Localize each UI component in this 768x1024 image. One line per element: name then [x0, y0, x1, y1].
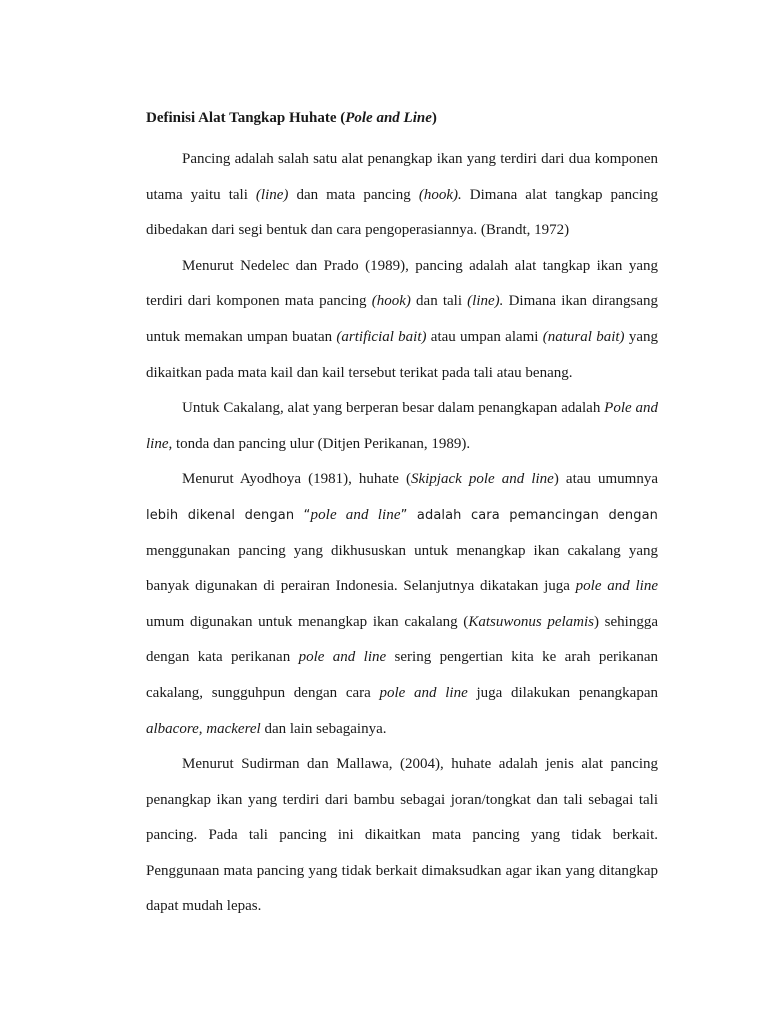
italic-text: (hook). [418, 186, 462, 203]
paragraph [146, 462, 658, 747]
text-run: Dimana ikan dirangsang untuk memakan umpan buatan [146, 293, 658, 345]
italic-text: (line). [467, 293, 504, 310]
title-main: Definisi Alat Tangkap Huhate ( [146, 110, 346, 126]
italic-text: (hook) [371, 293, 411, 310]
italic-text: Skipjack pole and line [410, 471, 554, 488]
text-run: dan mata pancing [288, 186, 419, 203]
text-run: umum digunakan untuk menangkap ikan cakalang ( [146, 613, 469, 630]
text-run: Dimana alat tangkap pancing dibedakan dari segi bentuk dan cara pengoperasiannya. (Brandt, 1972) [146, 186, 658, 239]
text-run: Pancing adalah salah satu alat penangkap ikan yang terdiri dari dua komponen utama yaitu tali [146, 151, 658, 203]
italic-text: albacore, mackerel [146, 720, 261, 737]
text-run: ) atau umumnya [553, 471, 658, 488]
italic-text: Pole and line, [146, 400, 658, 452]
italic-text: pole and line [298, 649, 387, 666]
text-run: ” adalah cara pemancingan dengan [400, 507, 658, 523]
paragraph [146, 747, 658, 925]
text-run: dan lain sebagainya. [260, 720, 387, 737]
text-run: ) sehingga dengan kata perikanan [146, 613, 659, 666]
italic-text: pole and line [575, 578, 658, 595]
text-run: sering pengertian kita ke arah perikanan cakalang, sungguhpun dengan cara [146, 649, 658, 701]
italic-text: (artificial bait) [336, 328, 427, 345]
text-run: Untuk Cakalang, alat yang berperan besar dalam penangkapan adalah [182, 400, 605, 417]
text-run: yang dikaitkan pada mata kail dan kail tersebut terikat pada tali atau benang. [146, 328, 658, 381]
alternate-font-run [146, 508, 658, 523]
text-run: Menurut Sudirman dan Mallawa, (2004), huhate adalah jenis alat pancing penangkap ikan yang terdiri dari bambu sebagai joran/tongkat dan tali sebagai tali pancing. Pada tali pancing ini dikaitkan mata pancing yang tidak berkait. Penggunaan mata pancing yang tidak berkait dimaksudkan agar ikan yang ditangkap dapat mudah lepas. [146, 756, 658, 915]
text-run: menggunakan pancing yang dikhususkan untuk menangkap ikan cakalang yang banyak digunakan di perairan Indonesia. Selanjutnya dikatakan juga [146, 542, 658, 595]
text-run: juga dilakukan penangkapan [467, 684, 659, 701]
document-page [146, 106, 658, 925]
text-run: atau umpan alami [426, 328, 543, 345]
text-run: Menurut Nedelec dan Prado (1989), pancing adalah alat tangkap ikan yang terdiri dari komponen mata pancing [146, 257, 658, 310]
paragraph [146, 142, 658, 249]
title-italic: Pole and Line [345, 110, 432, 126]
italic-text: pole and line [310, 506, 401, 523]
text-run: lebih dikenal dengan “ [146, 507, 311, 523]
paragraph [146, 249, 658, 391]
text-run: tonda dan pancing ulur (Ditjen Perikanan, 1989). [172, 435, 471, 452]
italic-text: (natural bait) [542, 328, 625, 345]
title-close: ) [431, 110, 437, 126]
text-run: dan tali [410, 293, 468, 310]
text-run: Menurut Ayodhoya (1981), huhate ( [182, 471, 411, 488]
italic-text: (line) [255, 186, 289, 203]
italic-text: Katsuwonus pelamis [468, 613, 595, 630]
document-title [146, 106, 658, 130]
italic-text: pole and line [379, 684, 468, 701]
paragraph [146, 391, 658, 462]
document-body [146, 142, 658, 925]
